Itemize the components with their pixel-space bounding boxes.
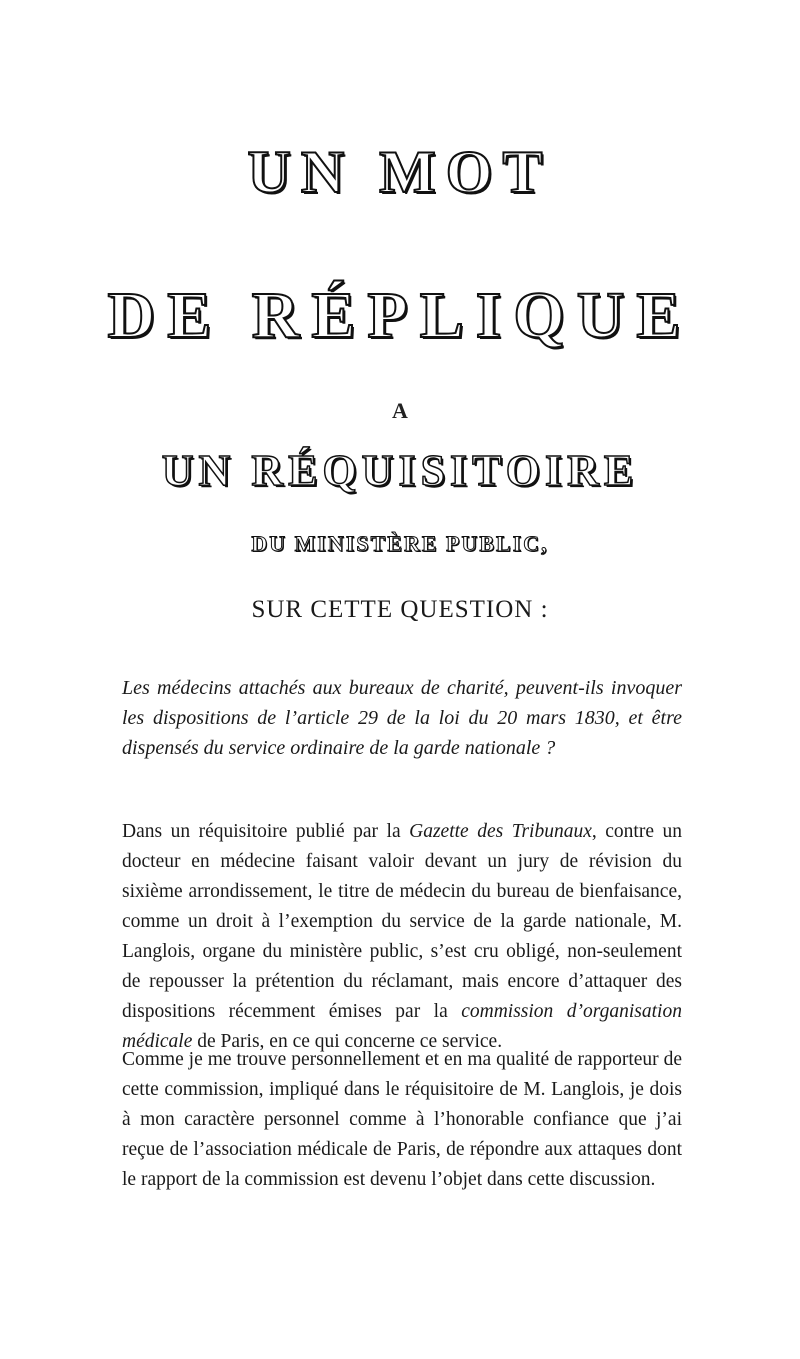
title-line-de-replique: DE RÉPLIQUE bbox=[107, 279, 693, 352]
paragraph-2: Comme je me trouve personnellement et en ma qualité de rapporteur de cette commission, impliqué dans le réquisitoire de M. Langlois, je dois à mon caractère personnel comme à l’honorable confiance que j’ai reçue de l’association médicale de Paris, de répondre aux attaques dont le rapport de la commission est devenu l’objet dans cette discussion. bbox=[122, 1049, 682, 1190]
title-line-ministere-public: DU MINISTÈRE PUBLIC, bbox=[251, 531, 549, 556]
paragraph-1 bbox=[122, 817, 682, 1057]
gazette-title: Gazette des Tribunaux bbox=[409, 821, 592, 842]
question-text: Les médecins attachés aux bureaux de charité, peuvent-ils invoquer les dispositions de l’article 29 de la loi du 20 mars 1830, et être dispensés du service ordinaire de la garde nationale ? bbox=[122, 677, 682, 759]
paragraph-1-part-3: de Paris, en ce qui concerne ce service. bbox=[192, 1031, 503, 1052]
title-line-question: SUR CETTE QUESTION : bbox=[251, 596, 549, 623]
title-preposition: A bbox=[392, 398, 408, 423]
title-line-requisitoire: UN RÉQUISITOIRE bbox=[161, 446, 639, 495]
paragraph-1-part-1: Dans un réquisitoire publié par la bbox=[122, 821, 410, 842]
commission-name: commission d’organisation médicale bbox=[122, 1001, 682, 1052]
title-line-un-mot: UN MOT bbox=[247, 139, 553, 205]
paragraph-1-part-2: , contre un docteur en médecine faisant valoir devant un jury de révision du sixième arrondissement, le titre de médecin du bureau de bienfaisance, comme un droit à l’exemption du service de la garde nationale, M. Langlois, organe du ministère public, s’est cru obligé, non-seulement de repousser la prétention du réclamant, mais encore d’attaquer des dispositions récemment émises par la bbox=[122, 821, 682, 1022]
